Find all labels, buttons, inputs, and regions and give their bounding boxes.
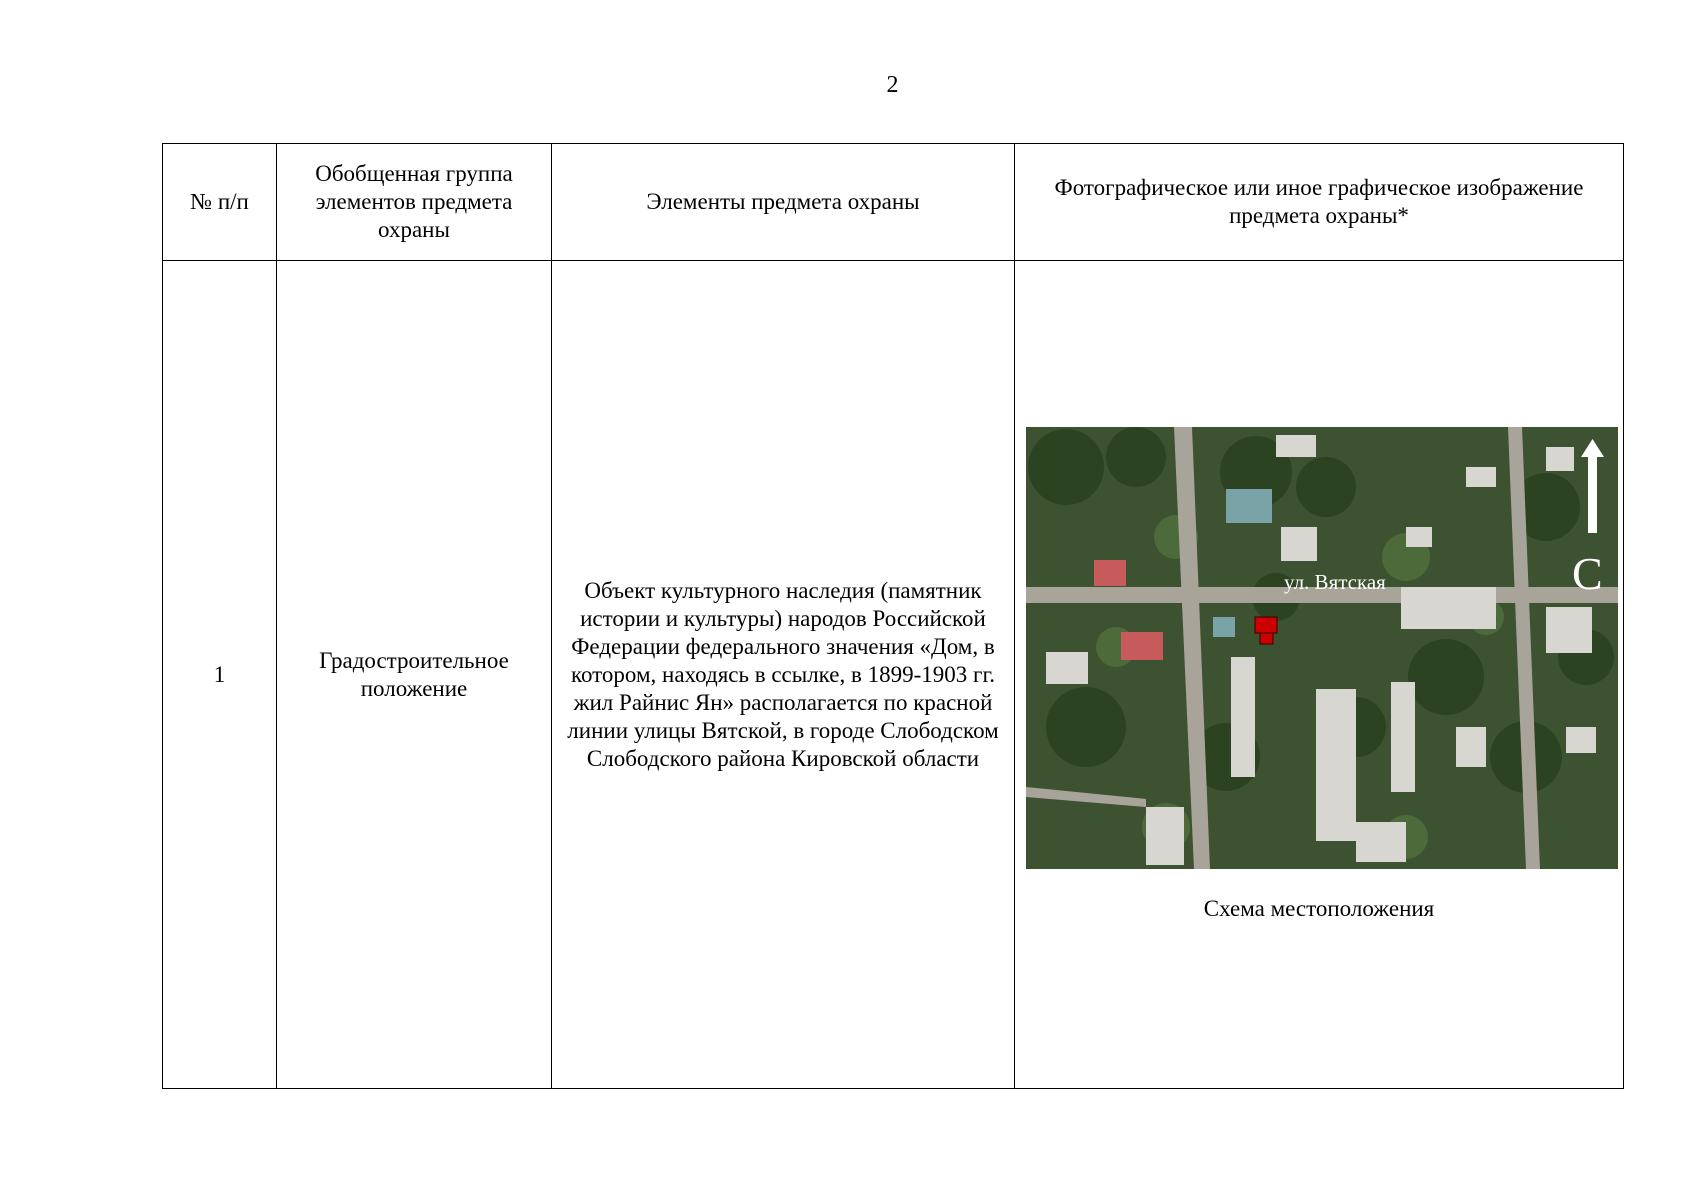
cell-num: 1 xyxy=(163,261,277,1089)
cell-group: Градостроительное положение xyxy=(277,261,552,1089)
header-elements: Элементы предмета охраны xyxy=(552,144,1015,261)
street-label: ул. Вятская xyxy=(1284,569,1386,594)
protection-table xyxy=(162,143,1624,1089)
header-num: № п/п xyxy=(163,144,277,261)
north-letter: С xyxy=(1572,547,1603,599)
table-row xyxy=(163,261,1624,1089)
location-scheme xyxy=(1024,427,1614,923)
header-image: Фотографическое или иное графическое изображение предмета охраны* xyxy=(1015,144,1624,261)
map-caption: Схема местоположения xyxy=(1203,895,1435,921)
table-header-row xyxy=(163,144,1624,261)
aerial-map xyxy=(1026,427,1618,869)
page-number: 2 xyxy=(886,72,899,98)
cell-elements: Объект культурного наследия (памятник истории и культуры) народов Российской Федерации федерального значения «Дом, в котором, находясь в ссылке, в 1899-1903 гг. жил Райнис Ян» располагается по красной линии улицы Вятской, в городе Слободском Слободского района Кировской области xyxy=(552,261,1015,1089)
cell-image xyxy=(1015,261,1624,1089)
header-group: Обобщенная группа элементов предмета охраны xyxy=(277,144,552,261)
